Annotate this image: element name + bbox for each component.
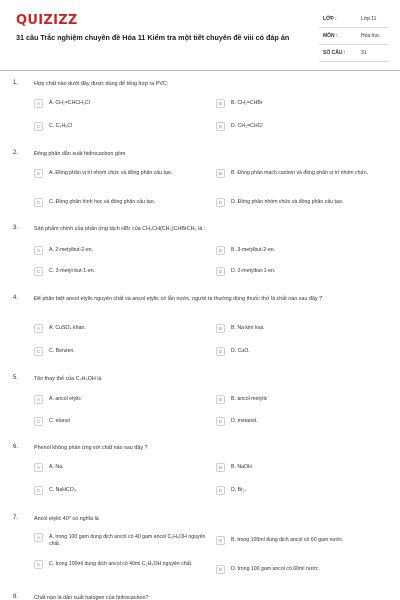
option-letter: D (216, 565, 225, 574)
meta-row-grade (319, 11, 389, 28)
option-letter: B (216, 169, 225, 178)
question-number: 6. (13, 444, 19, 450)
option-b[interactable] (216, 246, 386, 255)
option-letter: D (216, 122, 225, 131)
question-text: Chất nào là dẫn xuất halogen của hiđrocacbon? (34, 595, 149, 600)
option-text: A. Đồng phân vị trí nhóm chức và đồng phân cấu tạo. (49, 170, 173, 176)
option-d[interactable] (216, 347, 386, 356)
option-letter: B (216, 463, 225, 472)
option-letter: C (34, 417, 43, 426)
question-number: 8. (13, 594, 19, 600)
option-text: D. metanol. (231, 418, 258, 424)
option-text: C. etanol (49, 418, 70, 424)
option-letter: C (34, 122, 43, 131)
meta-label: MÔN : (323, 33, 338, 39)
option-text: C. trong 100ml dung dịch ancol có 40ml C₂H₅OH nguyên chất. (49, 561, 193, 567)
option-letter: B (216, 99, 225, 108)
option-text: C. Benzen. (49, 348, 75, 354)
option-text: A. Na. (49, 464, 64, 470)
option-letter: A (34, 169, 43, 178)
option-text: D. Br₂. (231, 487, 247, 493)
option-a[interactable] (34, 533, 212, 548)
option-letter: C (34, 198, 43, 207)
option-text: C. 3-metyl-but-1-en. (49, 268, 96, 274)
question-text: Tên thay thế của C₂H₅OH là (34, 376, 102, 382)
option-letter: A (34, 324, 43, 333)
option-letter: A (34, 533, 43, 542)
option-text: A. CuSO₄ khan. (49, 325, 86, 331)
option-text: C. Đồng phân hình học và đồng phân cấu tạo. (49, 199, 156, 205)
option-b[interactable] (216, 169, 386, 178)
quizizz-logo: QUIZIZZ (16, 13, 78, 28)
option-text: D. CuO. (231, 348, 250, 354)
option-letter: B (216, 395, 225, 404)
option-d[interactable] (216, 417, 386, 426)
option-b[interactable] (216, 463, 386, 472)
option-b[interactable] (216, 536, 392, 545)
option-c[interactable] (34, 486, 204, 495)
option-letter: D (216, 417, 225, 426)
document-title: 31 câu Trắc nghiệm chuyên đề Hóa 11 Kiểm tra một tiết chuyên đề viii có đáp án (16, 33, 290, 42)
meta-row-subject (319, 28, 389, 45)
option-letter: B (216, 536, 225, 545)
question-number: 1. (13, 80, 19, 86)
option-a[interactable] (34, 463, 204, 472)
option-text: C. NaHCO₃. (49, 487, 78, 493)
option-c[interactable] (34, 560, 212, 569)
option-d[interactable] (216, 122, 386, 131)
question-text: Hợp chất nào dưới đây được dùng để tổng hợp ra PVC: (34, 81, 169, 87)
option-a[interactable] (34, 99, 204, 108)
option-text: A. CH₂=CHCH₂Cl (49, 100, 90, 106)
page-header (0, 0, 400, 70)
option-b[interactable] (216, 324, 386, 333)
meta-label: LỚP : (323, 16, 337, 22)
option-letter: A (34, 99, 43, 108)
option-text: A. trong 100 gam dung dịch ancol có 40 gam ancol C₂H₅OH nguyên chất. (49, 534, 206, 547)
option-b[interactable] (216, 99, 386, 108)
meta-value: Lớp 11 (361, 16, 377, 22)
option-letter: A (34, 246, 43, 255)
option-letter: D (216, 347, 225, 356)
option-b[interactable] (216, 395, 386, 404)
option-text: B. NaOH. (231, 464, 254, 470)
option-text: B. 3-metylbut-2-en. (231, 247, 276, 253)
option-d[interactable] (216, 565, 392, 574)
option-c[interactable] (34, 198, 204, 207)
option-a[interactable] (34, 395, 204, 404)
option-c[interactable] (34, 267, 204, 276)
header-divider (0, 70, 400, 71)
option-text: A. 2-metylbut-2-en. (49, 247, 94, 253)
option-d[interactable] (216, 267, 386, 276)
question-text: Sản phẩm chính của phản ứng tách HBr của CH₃CH(CH₃)CHBrCH₃ là : (34, 226, 206, 232)
question-number: 5. (13, 375, 19, 381)
question-number: 4. (13, 295, 19, 301)
question-number: 2. (13, 150, 19, 156)
question-text: Đồng phân dẫn xuất hiđrocacbon gồm (34, 151, 126, 157)
question-number: 3. (13, 225, 19, 231)
option-a[interactable] (34, 169, 204, 178)
option-letter: D (216, 198, 225, 207)
option-text: B. Na kim loại. (231, 325, 265, 331)
option-letter: C (34, 347, 43, 356)
option-letter: A (34, 395, 43, 404)
meta-row-count (319, 45, 389, 62)
option-text: B. Đồng phân mạch cacbon và đồng phân vị trí nhóm chức. (231, 170, 368, 176)
option-a[interactable] (34, 246, 204, 255)
meta-value: 31 (361, 50, 367, 56)
option-d[interactable] (216, 198, 391, 207)
meta-table (319, 11, 389, 62)
option-text: D. 2-metylbut-1-en. (231, 268, 276, 274)
option-text: C. C₆H₅Cl (49, 123, 73, 129)
option-letter: C (34, 560, 43, 569)
option-text: D. Đồng phân nhóm chức và đồng phân cấu tạo. (231, 199, 344, 205)
option-letter: C (34, 267, 43, 276)
option-letter: B (216, 246, 225, 255)
meta-value: Hóa học (361, 33, 380, 39)
question-text: Ancol etylic 40° có nghĩa là (34, 516, 99, 522)
option-letter: D (216, 486, 225, 495)
option-letter: C (34, 486, 43, 495)
option-c[interactable] (34, 417, 204, 426)
option-text: D. CH₂=CHCl (231, 123, 263, 129)
option-c[interactable] (34, 347, 204, 356)
option-c[interactable] (34, 122, 204, 131)
option-letter: B (216, 324, 225, 333)
option-d[interactable] (216, 486, 386, 495)
option-letter: D (216, 267, 225, 276)
option-a[interactable] (34, 324, 204, 333)
meta-label: SỐ CÂU : (323, 50, 346, 56)
option-text: A. ancol etylic (49, 396, 82, 402)
option-text: B. trong 100ml dung dịch ancol có 60 gam nước. (231, 537, 344, 543)
question-number: 7. (13, 515, 19, 521)
option-text: B. CH₂=CHBr (231, 100, 263, 106)
question-text: Để phân biệt ancol etylic nguyên chất và ancol etylic có lẫn nước, người ta thường dùng thuốc thử là chất nào sau đây ? (34, 296, 323, 302)
option-letter: A (34, 463, 43, 472)
option-text: D. trong 100 gam ancol có 60ml nước. (231, 566, 320, 572)
option-text: B. ancol metylic (231, 396, 268, 402)
question-text: Phenol không phản ứng với chất nào sau đây ? (34, 445, 148, 451)
